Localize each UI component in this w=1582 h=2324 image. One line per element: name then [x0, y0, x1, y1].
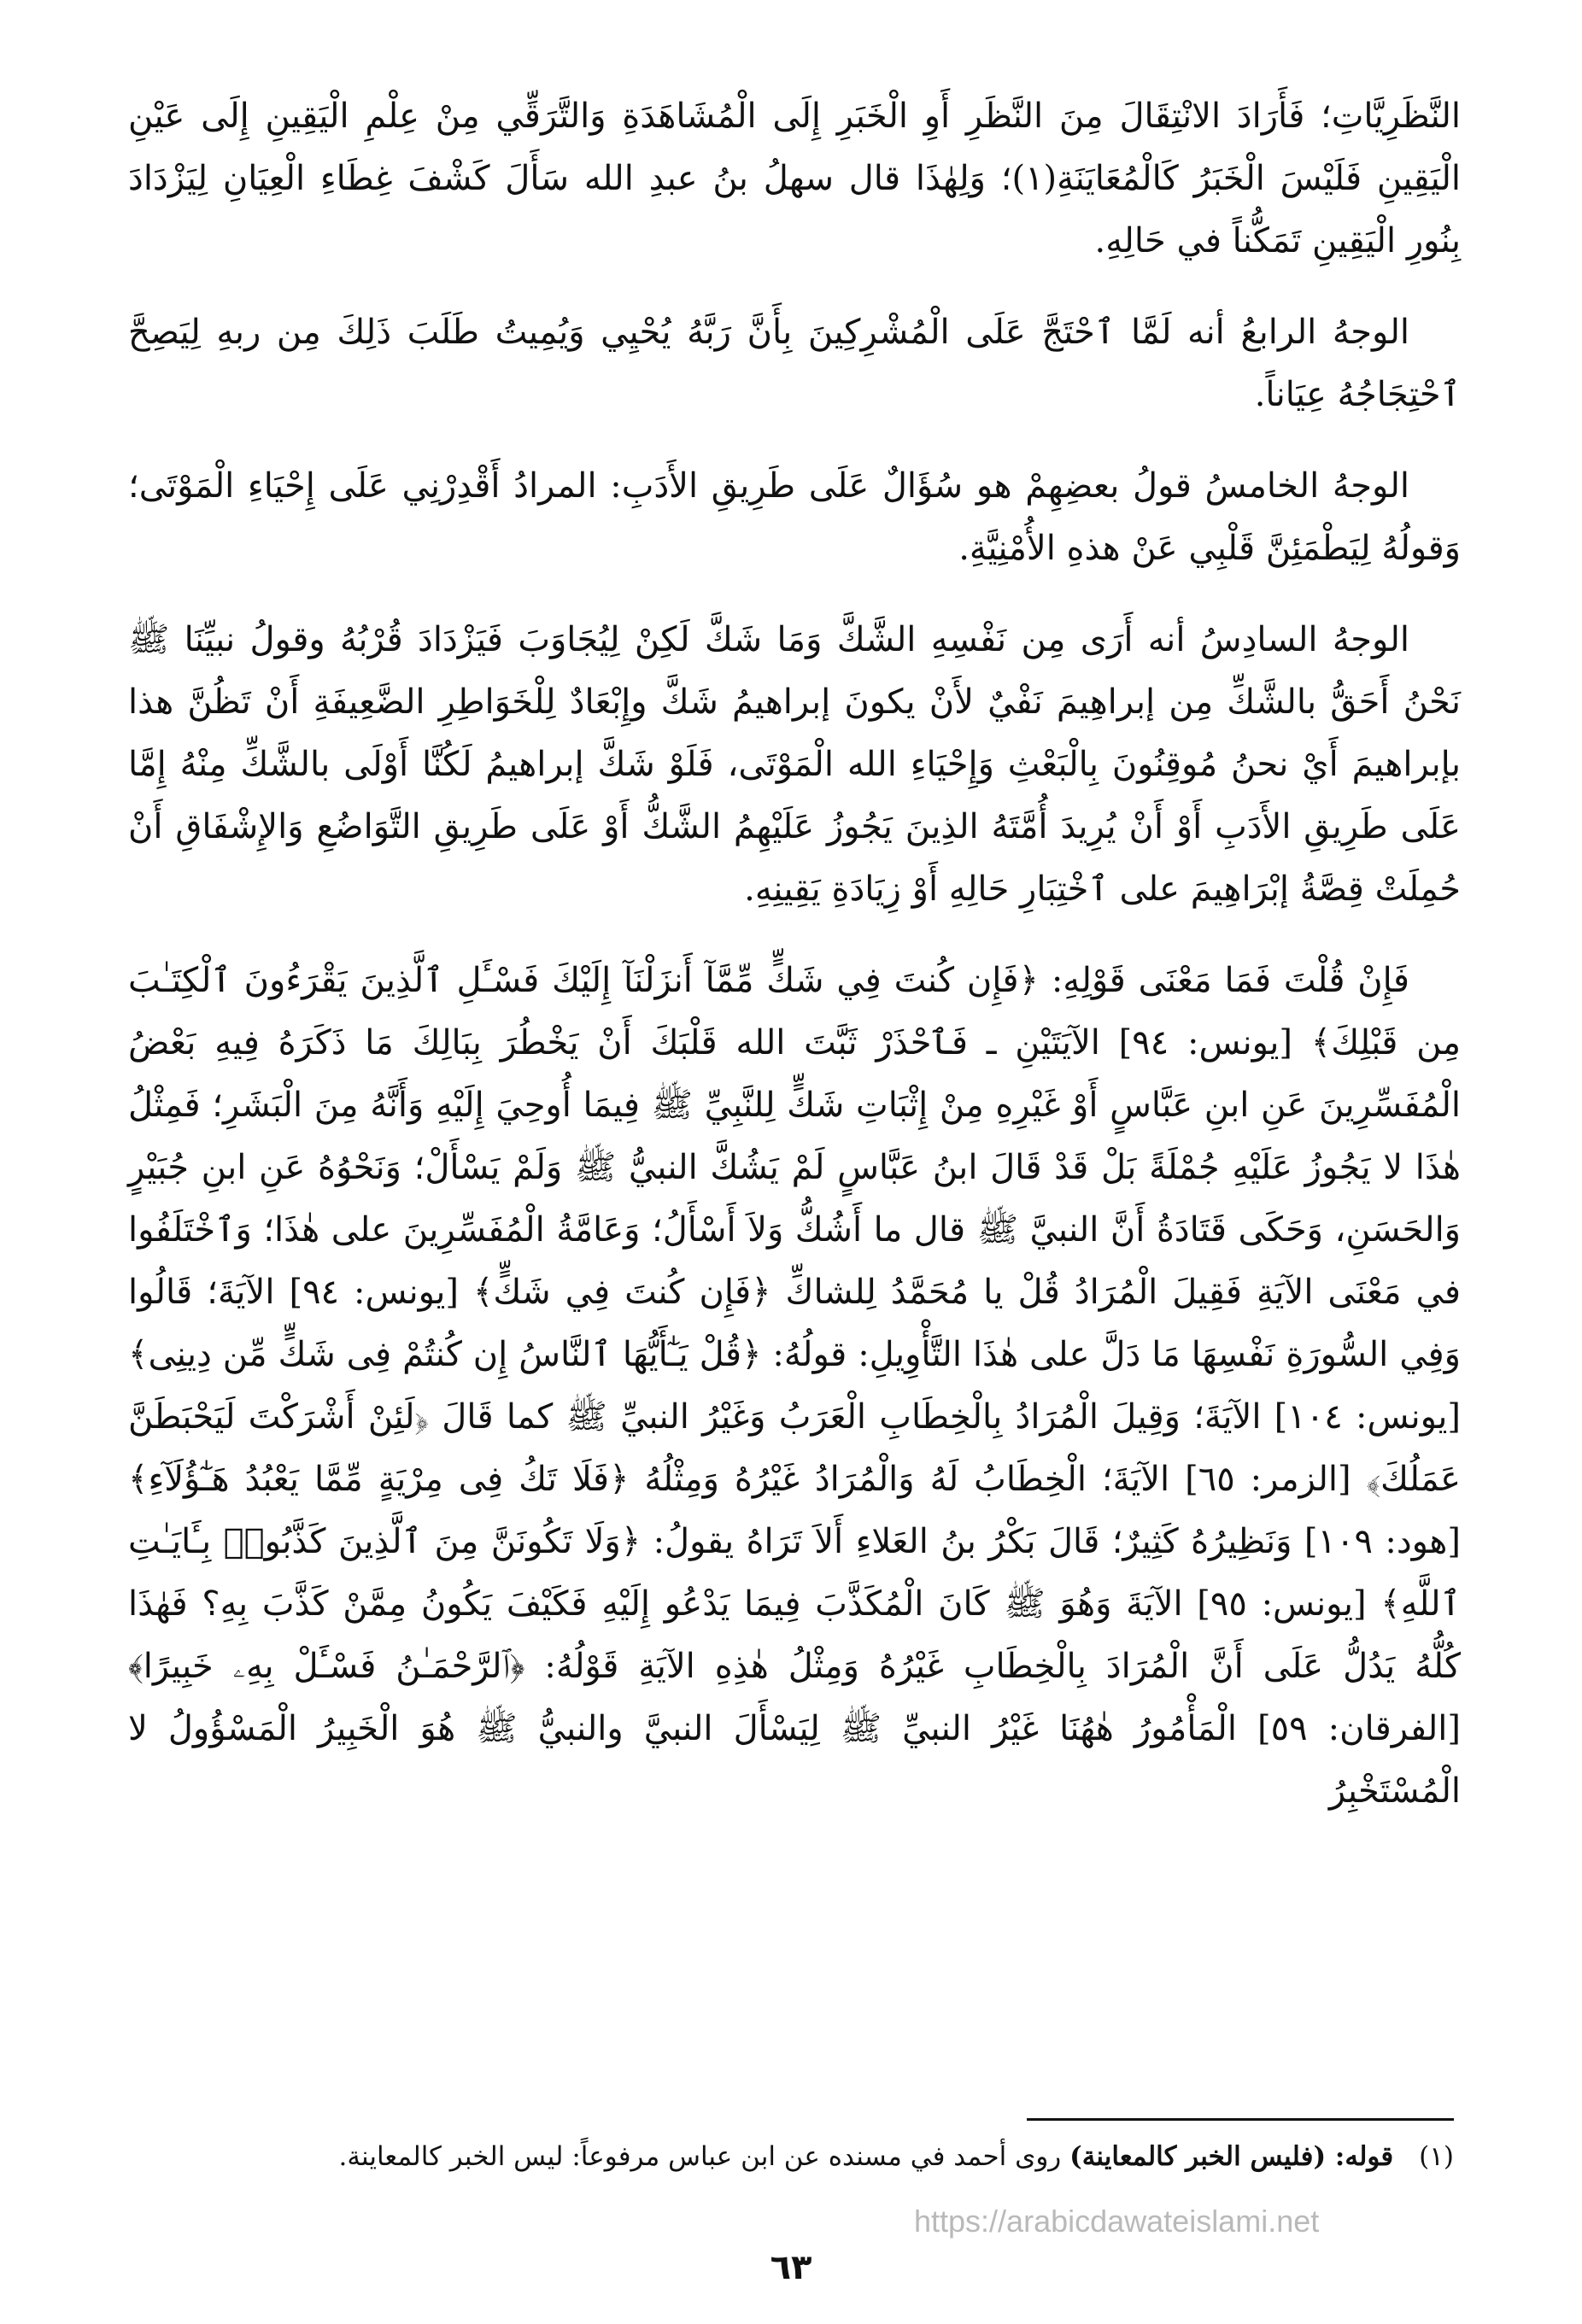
paragraph-4: الوجهُ السادِسُ أنه أَرَى مِن نَفْسِهِ الشَّكَّ وَمَا شَكَّ لَكِنْ لِيُجَاوَبَ فَيَزْدَادَ قُرْبُهُ وقولُ نبيِّنَا ﷺ نَحْنُ أَحَقُّ بالشَّكِّ مِن إبراهِيمَ نَفْيٌ لأَنْ يكونَ إبراهيمُ شَكَّ وإِبْعَادٌ لِلْخَوَاطِرِ الضَّعِيفَةِ أَنْ تَظُنَّ هذا بإبراهيمَ أَيْ نحنُ مُوقِنُونَ بِالْبَعْثِ وَإِحْيَاءِ الله الْمَوْتَى، فَلَوْ شَكَّ إبراهيمُ لَكُنَّا أَوْلَى بالشَّكِّ مِنْهُ إِمَّا عَلَى طَرِيقِ الأَدَبِ أَوْ أَنْ يُرِيدَ أُمَّتَهُ الذِينَ يَجُوزُ عَلَيْهِمُ الشَّكُّ أَوْ عَلَى طَرِيقِ التَّوَاضُعِ وَالإِشْفَاقِ أَنْ حُمِلَتْ قِصَّةُ إبْرَاهِيمَ على ٱخْتِبَارِ حَالِهِ أَوْ زِيَادَةِ يَقِينِهِ.	[128, 620, 1462, 909]
footnote-divider	[1027, 2118, 1454, 2121]
page-number: ٦٣	[770, 2248, 812, 2287]
paragraph-5: فَإِنْ قُلْتَ فَمَا مَعْنَى قَوْلِهِ: ﴿فَإِن كُنتَ فِي شَكٍّ مِّمَّآ أَنزَلْنَآ إِلَيْكَ فَسْـَٔلِ ٱلَّذِينَ يَقْرَءُونَ ٱلْكِتَـٰبَ مِن قَبْلِكَ﴾ [يونس: ٩٤] الآيَتَيْنِ ـ فَٱحْذَرْ ثَبَّتَ الله قَلْبَكَ أَنْ يَخْطُرَ بِبَالِكَ مَا ذَكَرَهُ فِيهِ بَعْضُ الْمُفَسِّرِينَ عَنِ ابنِ عَبَّاسٍ أَوْ غَيْرِهِ مِنْ إِثْبَاتِ شَكٍّ لِلنَّبِيِّ ﷺ فِيمَا أُوحِيَ إِلَيْهِ وَأَنَّهُ مِنَ الْبَشَرِ؛ فَمِثْلُ هٰذَا لا يَجُوزُ عَلَيْهِ جُمْلَةً بَلْ قَدْ قَالَ ابنُ عَبَّاسٍ لَمْ يَشُكَّ النبيُّ ﷺ وَلَمْ يَسْأَلْ؛ وَنَحْوُهُ عَنِ ابنِ جُبَيْرٍ وَالحَسَنِ، وَحَكَى قَتَادَةُ أَنَّ النبيَّ ﷺ قال ما أَشُكُّ وَلاَ أَسْأَلُ؛ وَعَامَّةُ الْمُفَسِّرِينَ على هٰذَا؛ وَٱخْتَلَفُوا في مَعْنَى الآيَةِ فَقِيلَ الْمُرَادُ قُلْ يا مُحَمَّدُ لِلشاكِّ ﴿فَإِن كُنتَ فِي شَكٍّ﴾ [يونس: ٩٤] الآيَةَ؛ قَالُوا وَفِي السُّورَةِ نَفْسِهَا مَا دَلَّ على هٰذَا التَّأْوِيلِ: قولُهُ: ﴿قُلْ يَـٰٓأَيُّهَا ٱلنَّاسُ إِن كُنتُمْ فِى شَكٍّ مِّن دِينِى﴾ [يونس: ١٠٤] الآيَةَ؛ وَقِيلَ الْمُرَادُ بِالْخِطَابِ الْعَرَبُ وَغَيْرُ النبيِّ ﷺ كما قَالَ ﴿لَئِنْ أَشْرَكْتَ لَيَحْبَطَنَّ عَمَلُكَ﴾ [الزمر: ٦٥] الآيَةَ؛ الْخِطَابُ لَهُ وَالْمُرَادُ غَيْرُهُ وَمِثْلُهُ ﴿فَلَا تَكُ فِى مِرْيَةٍ مِّمَّا يَعْبُدُ هَـٰٓؤُلَآءِ﴾ [هود: ١٠٩] وَنَظِيرُهُ كَثِيرٌ؛ قَالَ بَكْرُ بنُ العَلاءِ أَلاَ تَرَاهُ يقولُ: ﴿وَلَا تَكُونَنَّ مِنَ ٱلَّذِينَ كَذَّبُوا۟ بِـَٔايَـٰتِ ٱللَّهِ﴾ [يونس: ٩٥] الآيَةَ وَهُوَ ﷺ كَانَ الْمُكَذَّبَ فِيمَا يَدْعُو إِلَيْهِ فَكَيْفَ يَكُونُ مِمَّنْ كَذَّبَ بِهِ؟ فَهٰذَا كُلُّهُ يَدُلُّ عَلَى أَنَّ الْمُرَادَ بِالْخِطَابِ غَيْرُهُ وَمِثْلُ هٰذِهِ الآيَةِ قَوْلُهُ: ﴿ٱلرَّحْمَـٰنُ فَسْـَٔلْ بِهِۦ خَبِيرًا﴾ [الفرقان: ٥٩] الْمَأْمُورُ هٰهُنَا غَيْرُ النبيِّ ﷺ لِيَسْأَلَ النبيَّ والنبيُّ ﷺ هُوَ الْخَبِيرُ الْمَسْؤُولُ لا الْمُسْتَخْبِرُ	[128, 961, 1462, 1811]
paragraph-1: النَّظَرِيَّاتِ؛ فَأَرَادَ الانْتِقَالَ مِنَ النَّظَرِ أَوِ الْخَبَرِ إِلَى الْمُشَاهَدَةِ وَالتَّرَقِّي مِنْ عِلْمِ الْيَقِينِ إِلَى عَيْنِ الْيَقِينِ فَلَيْسَ الْخَبَرُ كَالْمُعَايَنَةِ(١)؛ وَلِهٰذَا قال سهلُ بنُ عبدِ الله سَأَلَ كَشْفَ غِطَاءِ الْعِيَانِ لِيَزْدَادَ بِنُورِ الْيَقِينِ تَمَكُّناً في حَالِهِ.	[128, 97, 1461, 260]
paragraph-2: الوجهُ الرابعُ أنه لَمَّا ٱحْتَجَّ عَلَى الْمُشْرِكِينَ بِأَنَّ رَبَّهُ يُحْيِي وَيُمِيتُ طَلَبَ ذَلِكَ مِن ربهِ لِيَصِحَّ ٱحْتِجَاجُهُ عِيَاناً.	[128, 313, 1461, 414]
watermark-url: https://arabicdawateislami.net	[914, 2204, 1320, 2239]
page-body	[128, 85, 1461, 1852]
footnote-text: روى أحمد في مسنده عن ابن عباس مرفوعاً: ليس الخبر كالمعاينة.	[338, 2141, 1062, 2172]
paragraph-3: الوجهُ الخامسُ قولُ بعضِهِمْ هو سُؤَالٌ عَلَى طَرِيقِ الأَدَبِ: المرادُ أَقْدِرْنِي عَلَى إِحْيَاءِ الْمَوْتَى؛ وَقولُهُ لِيَطْمَئِنَّ قَلْبِي عَنْ هذهِ الأُمْنِيَّةِ.	[128, 466, 1461, 568]
footnote-number: (١)	[1419, 2141, 1454, 2172]
footnote-lead: قوله: (فليس الخبر كالمعاينة)	[1069, 2141, 1394, 2172]
footnote	[121, 2135, 1454, 2178]
